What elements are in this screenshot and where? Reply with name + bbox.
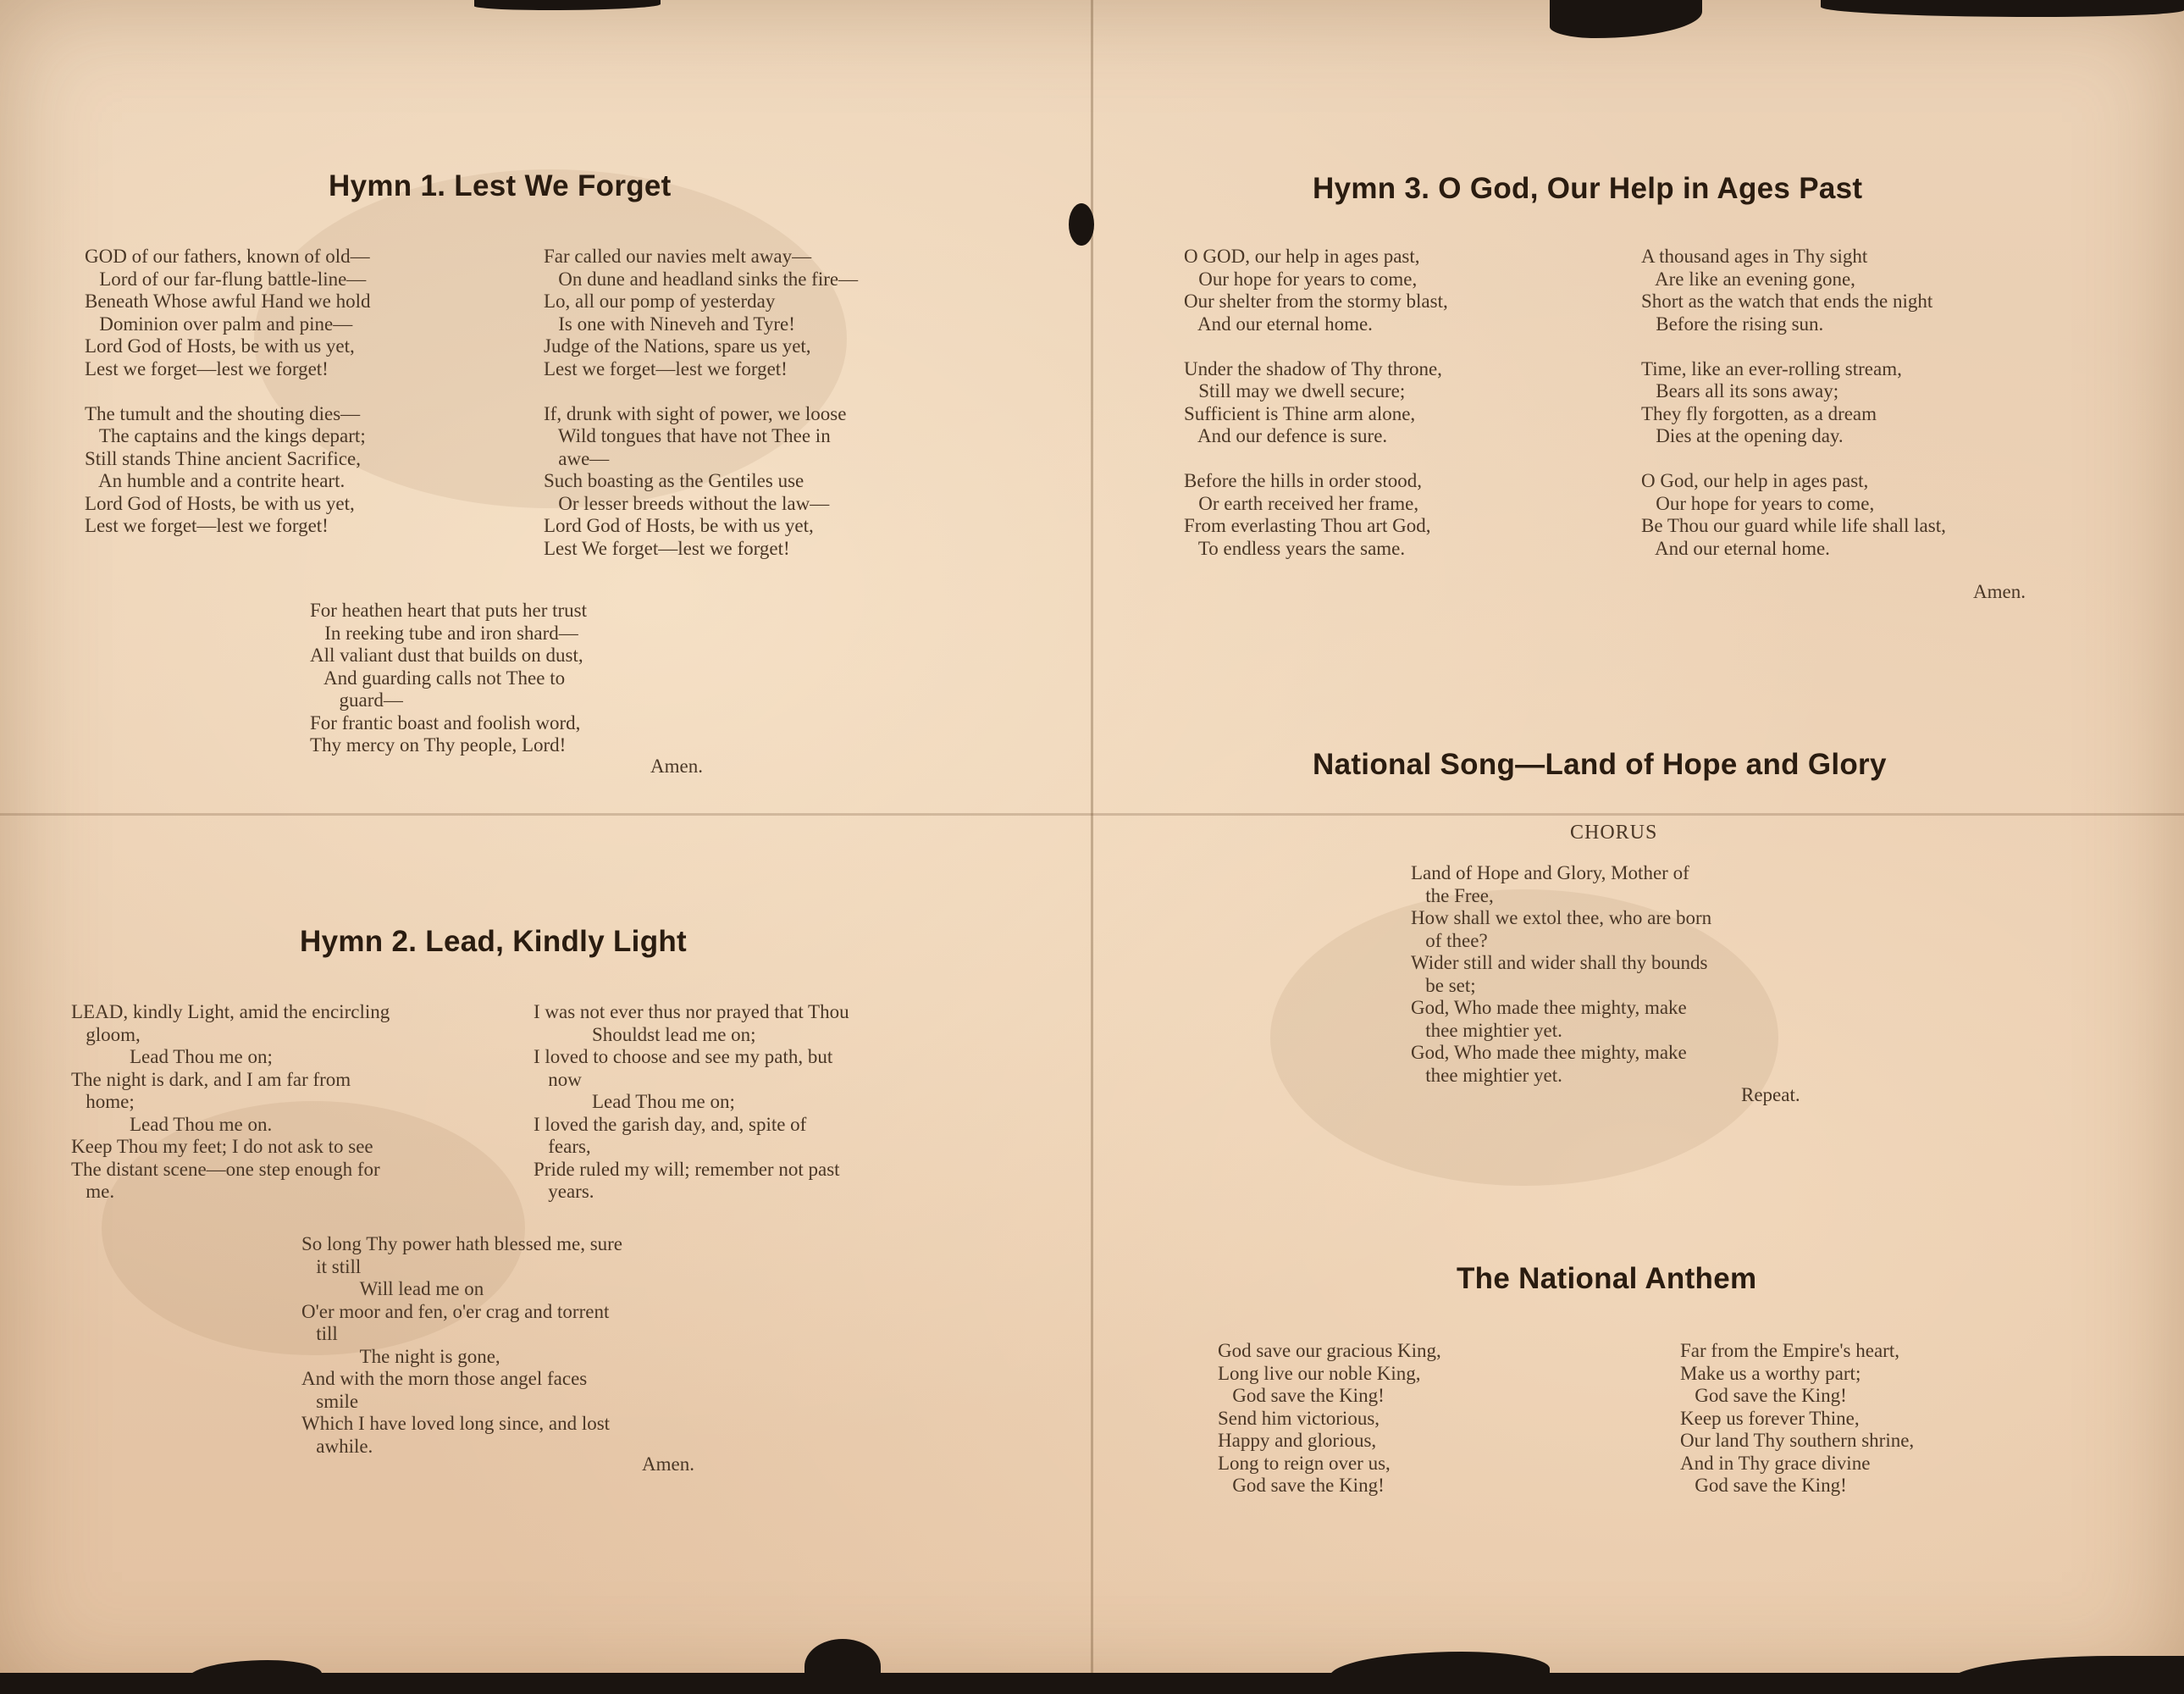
torn-edge <box>1330 1652 1550 1694</box>
hymn1-title: Hymn 1. Lest We Forget <box>329 169 672 202</box>
anthem-verse-col-left: God save our gracious King, Long live our noble King, God save the King! Send him victorious, Happy and glorious, Long to reign over us, God save the King! <box>1218 1340 1441 1496</box>
hymn3-verse-col-left: O GOD, our help in ages past, Our hope for years to come, Our shelter from the stormy blast, And our eternal home. Under the shadow of Thy throne, Still may we dwell secure; Sufficient is Thine arm alone, And our defence is sure. Before the hills in order stood, Or earth received her frame, From everlasting Thou art God, To endless years the same. <box>1184 246 1448 559</box>
torn-edge <box>474 0 661 10</box>
hymn2-verse-col-left: LEAD, kindly Light, amid the encircling gloom, Lead Thou me on; The night is dark, and I am far from home; Lead Thou me on. Keep Thou my feet; I do not ask to see The distant scene—one step enough for me. <box>71 1001 390 1202</box>
torn-edge <box>1821 0 2184 17</box>
chorus-text: Land of Hope and Glory, Mother of the Free, How shall we extol thee, who are born of thee? Wider still and wider shall thy bounds be set; God, Who made thee mighty, make thee mightier yet. God, Who made thee mighty, make thee mightier yet. <box>1411 862 1712 1086</box>
national-song-title: National Song—Land of Hope and Glory <box>1313 748 1887 781</box>
anthem-title: The National Anthem <box>1457 1262 1757 1295</box>
hymn3-amen: Amen. <box>1973 581 2026 602</box>
hymn1-amen: Amen. <box>650 756 703 777</box>
hymn1-verse-col-left: GOD of our fathers, known of old— Lord of our far-flung battle-line— Beneath Whose awful Hand we hold Dominion over palm and pine— Lord God of Hosts, be with us yet, Lest we forget—lest we forget! The tumult and the shouting dies— The captains and the kings depart; Still stands Thine ancient Sacrifice, An humble and a contrite heart. Lord God of Hosts, be with us yet, Lest we forget—lest we forget! <box>85 246 371 536</box>
hymn2-verse-col-right: I was not ever thus nor prayed that Thou Shouldst lead me on; I loved to choose and see my path, but now Lead Thou me on; I loved the garish day, and, spite of fears, Pride ruled my will; remember not past years. <box>534 1001 849 1202</box>
torn-edge <box>1550 0 1702 38</box>
torn-edge <box>804 1639 881 1694</box>
torn-edge <box>1948 1656 2184 1694</box>
hymn2-verse-col-center: So long Thy power hath blessed me, sure it still Will lead me on O'er moor and fen, o'er crag and torrent till The night is gone, And with the morn those angel faces smile Which I have loved long since, and lost awhile. <box>301 1233 623 1457</box>
hymn3-title: Hymn 3. O God, Our Help in Ages Past <box>1313 172 1863 205</box>
hymn3-verse-col-right: A thousand ages in Thy sight Are like an evening gone, Short as the watch that ends the night Before the rising sun. Time, like an ever-rolling stream, Bears all its sons away; They fly forgotten, as a dream Dies at the opening day. O God, our help in ages past, Our hope for years to come, Be Thou our guard while life shall last, And our eternal home. <box>1641 246 1946 559</box>
torn-edge <box>186 1660 322 1694</box>
hymn2-amen: Amen. <box>642 1453 694 1475</box>
hymn1-verse-col-center: For heathen heart that puts her trust In reeking tube and iron shard— All valiant dust that builds on dust, And guarding calls not Thee to guard— For frantic boast and foolish word, Thy mercy on Thy people, Lord! <box>310 600 588 756</box>
vertical-fold <box>1091 0 1093 1694</box>
hymn1-verse-col-right: Far called our navies melt away— On dune and headland sinks the fire— Lo, all our pomp of yesterday Is one with Nineveh and Tyre! Judge of the Nations, spare us yet, Lest we forget—lest we forget! If, drunk with sight of power, we loose Wild tongues that have not Thee in awe— Such boasting as the Gentiles use Or lesser breeds without the law— Lord God of Hosts, be with us yet, Lest We forget—lest we forget! <box>544 246 859 559</box>
chorus-heading: CHORUS <box>1570 822 1658 844</box>
hymn2-title: Hymn 2. Lead, Kindly Light <box>300 925 688 958</box>
chorus-repeat: Repeat. <box>1741 1084 1800 1105</box>
torn-edge <box>1069 203 1094 246</box>
torn-edge <box>0 1673 2184 1694</box>
horizontal-fold <box>0 813 2184 816</box>
anthem-verse-col-right: Far from the Empire's heart, Make us a worthy part; God save the King! Keep us forever Thine, Our land Thy southern shrine, And in Thy grace divine God save the King! <box>1680 1340 1915 1496</box>
